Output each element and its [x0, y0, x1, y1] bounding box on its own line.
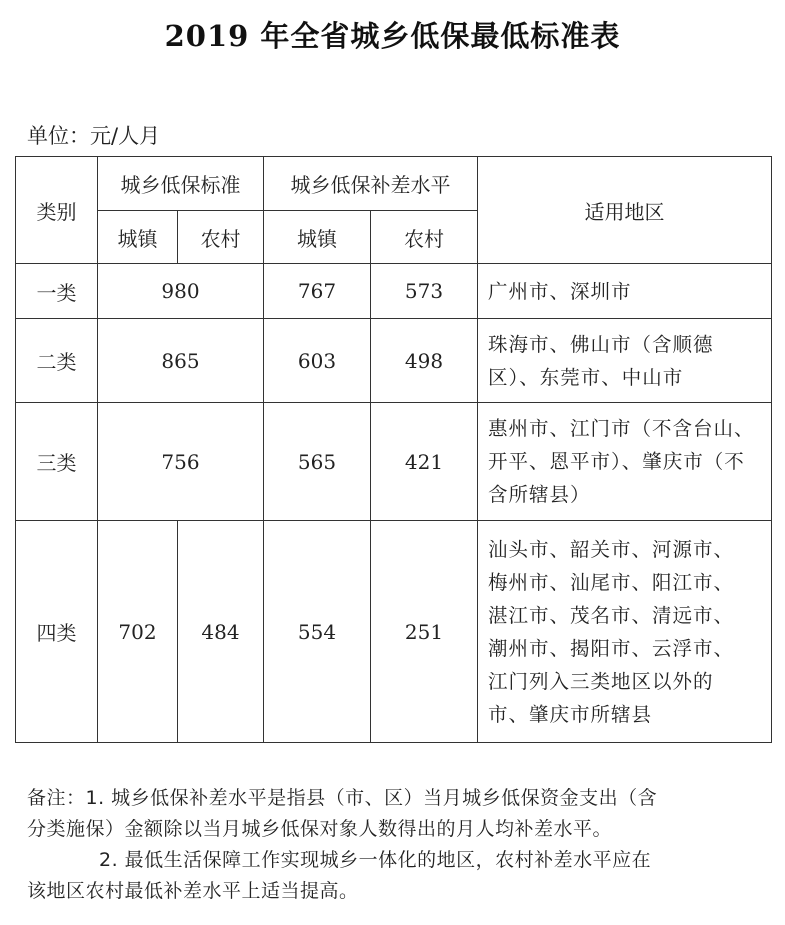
subsidy-rural-cell: 421: [371, 403, 478, 521]
note-line: 备注：1. 城乡低保补差水平是指县（市、区）当月城乡低保资金支出（含: [27, 787, 658, 809]
area-line: 梅州市、汕尾市、阳江市、: [488, 570, 735, 594]
standard-urban-cell: 702: [98, 521, 178, 743]
page-title: 2019 年全省城乡低保最低标准表: [164, 19, 621, 53]
area-cell: [478, 521, 772, 743]
subsidy-rural-cell: 251: [371, 521, 478, 743]
category-cell: 一类: [16, 264, 98, 319]
area-line: 广州市、深圳市: [488, 279, 632, 303]
area-line: 珠海市、佛山市（含顺德: [488, 332, 714, 356]
subsidy-urban-cell: 603: [264, 319, 371, 403]
subsidy-rural-cell: 498: [371, 319, 478, 403]
table-row: [16, 403, 772, 521]
category-cell: 四类: [16, 521, 98, 743]
standard-rural-cell: 484: [178, 521, 264, 743]
header-subsidy-rural: 农村: [371, 211, 478, 264]
unit-label: 单位：元/人月: [27, 124, 161, 148]
category-cell: 二类: [16, 319, 98, 403]
subsidy-urban-cell: 554: [264, 521, 371, 743]
area-line: 含所辖县）: [488, 483, 591, 506]
area-line: 市、肇庆市所辖县: [488, 702, 653, 726]
area-line: 潮州市、揭阳市、云浮市、: [488, 636, 735, 660]
table-row: [16, 264, 772, 319]
standard-cell: 980: [98, 264, 264, 319]
standard-cell: 865: [98, 319, 264, 403]
area-cell: [478, 264, 772, 319]
area-line: 开平、恩平市）、肇庆市（不: [488, 450, 745, 473]
standards-table: [15, 156, 772, 743]
notes-block: [27, 783, 767, 907]
header-standard-urban: 城镇: [98, 211, 178, 264]
table-row: [16, 319, 772, 403]
header-category: 类别: [16, 157, 98, 264]
standard-cell: 756: [98, 403, 264, 521]
header-subsidy: 城乡低保补差水平: [264, 157, 478, 211]
area-line: 汕头市、韶关市、河源市、: [488, 537, 735, 561]
note-line: 分类施保）金额除以当月城乡低保对象人数得出的月人均补差水平。: [27, 818, 613, 840]
area-line: 江门列入三类地区以外的: [488, 669, 714, 693]
table-row: [16, 521, 772, 743]
subsidy-urban-cell: 767: [264, 264, 371, 319]
area-line: 湛江市、茂名市、清远市、: [488, 603, 735, 627]
header-area: 适用地区: [478, 157, 772, 264]
area-line: 区）、东莞市、中山市: [488, 365, 684, 389]
category-cell: 三类: [16, 403, 98, 521]
header-subsidy-urban: 城镇: [264, 211, 371, 264]
header-standard-rural: 农村: [178, 211, 264, 264]
header-standard: 城乡低保标准: [98, 157, 264, 211]
note-line: 2. 最低生活保障工作实现城乡一体化的地区，农村补差水平应在: [99, 849, 652, 871]
subsidy-urban-cell: 565: [264, 403, 371, 521]
area-cell: [478, 403, 772, 521]
area-line: 惠州市、江门市（不含台山、: [488, 417, 755, 440]
area-cell: [478, 319, 772, 403]
subsidy-rural-cell: 573: [371, 264, 478, 319]
header-row-1: [16, 157, 772, 211]
note-line: 该地区农村最低补差水平上适当提高。: [27, 880, 359, 902]
